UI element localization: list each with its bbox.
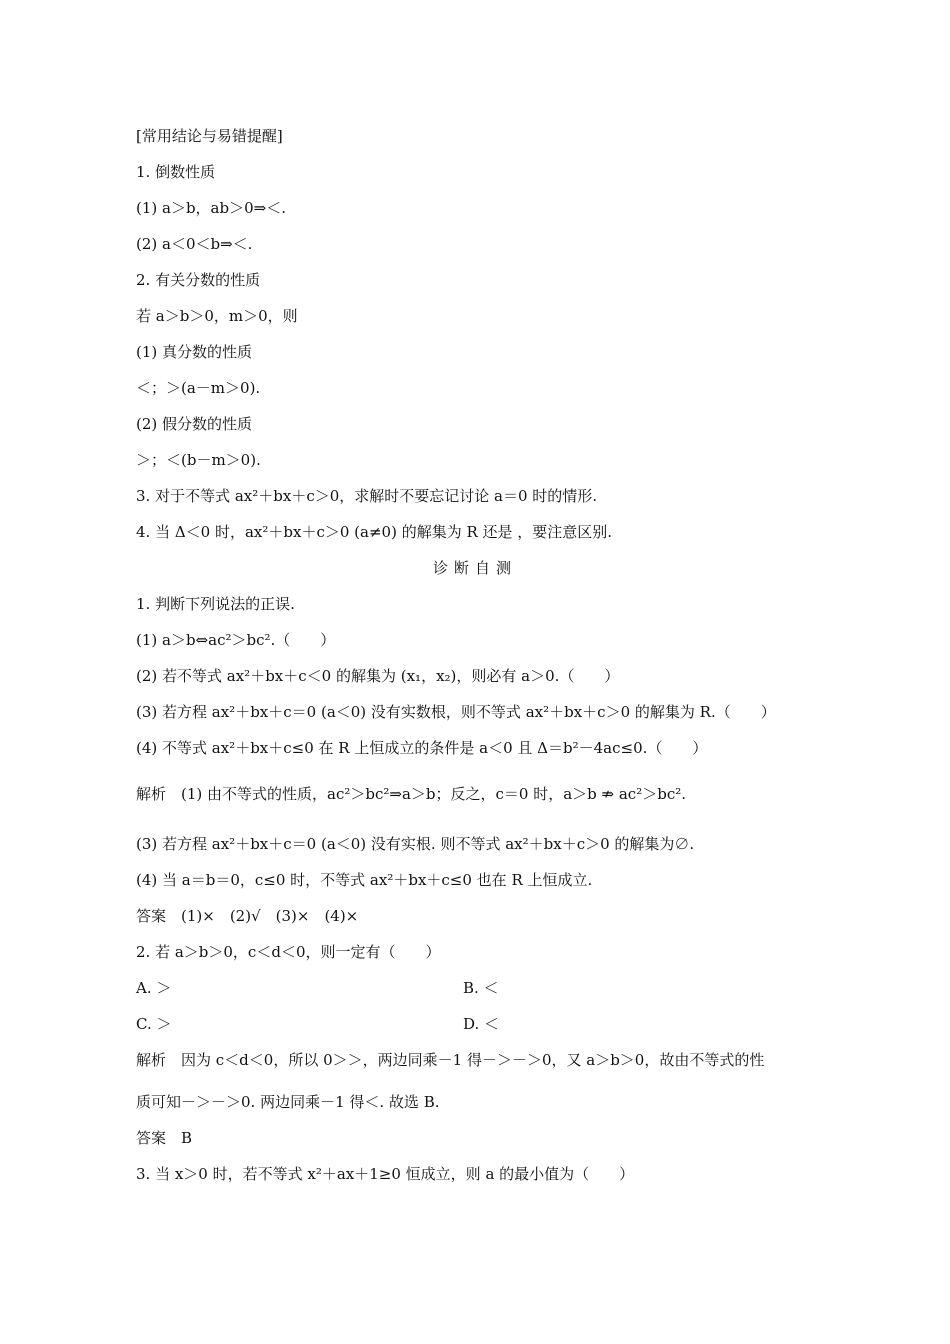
option-d: D. ＜ [463,1015,500,1033]
answer-line: 答案 (1)× (2)√ (3)× (4)× [136,907,359,925]
question-heading: 1. 判断下列说法的正误. [136,595,295,613]
analysis-line: 解析 因为 c＜d＜0，所以 0＞＞，两边同乘－1 得－＞－＞0，又 a＞b＞0，故由不等式的性 [136,1051,765,1069]
text-line: (1) 真分数的性质 [136,343,253,361]
question-line: (3) 若方程 ax²＋bx＋c＝0 (a＜0) 没有实数根，则不等式 ax²＋bx＋c＞0 的解集为 R.（ ） [136,703,776,721]
question-line: (2) 若不等式 ax²＋bx＋c＜0 的解集为 (x₁，x₂)，则必有 a＞0.（ ） [136,667,620,685]
text-line: (1) a＞b，ab＞0⇒＜. [136,199,286,217]
question-line: (1) a＞b⇔ac²＞bc².（ ） [136,631,336,649]
section-title: 诊断自测 [432,559,517,577]
option-c: C. ＞ [136,1015,172,1033]
item-heading: 3. 对于不等式 ax²＋bx＋c＞0，求解时不要忘记讨论 a＝0 时的情形. [136,487,598,505]
analysis-line: (4) 当 a＝b＝0，c≤0 时，不等式 ax²＋bx＋c≤0 也在 R 上恒成立. [136,871,593,889]
item-heading: 1. 倒数性质 [136,163,216,181]
text-line: 若 a＞b＞0，m＞0，则 [136,307,298,325]
question-line: (4) 不等式 ax²＋bx＋c≤0 在 R 上恒成立的条件是 a＜0 且 Δ＝b²－4ac≤0.（ ） [136,739,708,757]
analysis-line: 质可知－＞－＞0. 两边同乘－1 得＜. 故选 B. [136,1093,440,1111]
text-line: ＞；＜(b－m＞0). [136,451,261,469]
option-b: B. ＜ [463,979,499,997]
text-line: (2) 假分数的性质 [136,415,253,433]
analysis-line: (3) 若方程 ax²＋bx＋c＝0 (a＜0) 没有实根. 则不等式 ax²＋bx＋c＞0 的解集为∅. [136,835,695,853]
analysis-line: 解析 (1) 由不等式的性质，ac²＞bc²⇒a＞b；反之，c＝0 时，a＞b ⇏ ac²＞bc². [136,785,687,803]
option-a: A. ＞ [136,979,172,997]
section-heading: [常用结论与易错提醒] [136,127,283,145]
question-heading: 3. 当 x＞0 时，若不等式 x²＋ax＋1≥0 恒成立，则 a 的最小值为（ ） [136,1165,635,1183]
item-heading: 4. 当 Δ＜0 时，ax²＋bx＋c＞0 (a≠0) 的解集为 R 还是 ，要注意区别. [136,523,613,541]
text-line: (2) a＜0＜b⇒＜. [136,235,253,253]
item-heading: 2. 有关分数的性质 [136,271,261,289]
question-heading: 2. 若 a＞b＞0，c＜d＜0，则一定有（ ） [136,943,441,961]
text-line: ＜；＞(a－m＞0). [136,379,261,397]
answer-line: 答案 B [136,1129,193,1147]
